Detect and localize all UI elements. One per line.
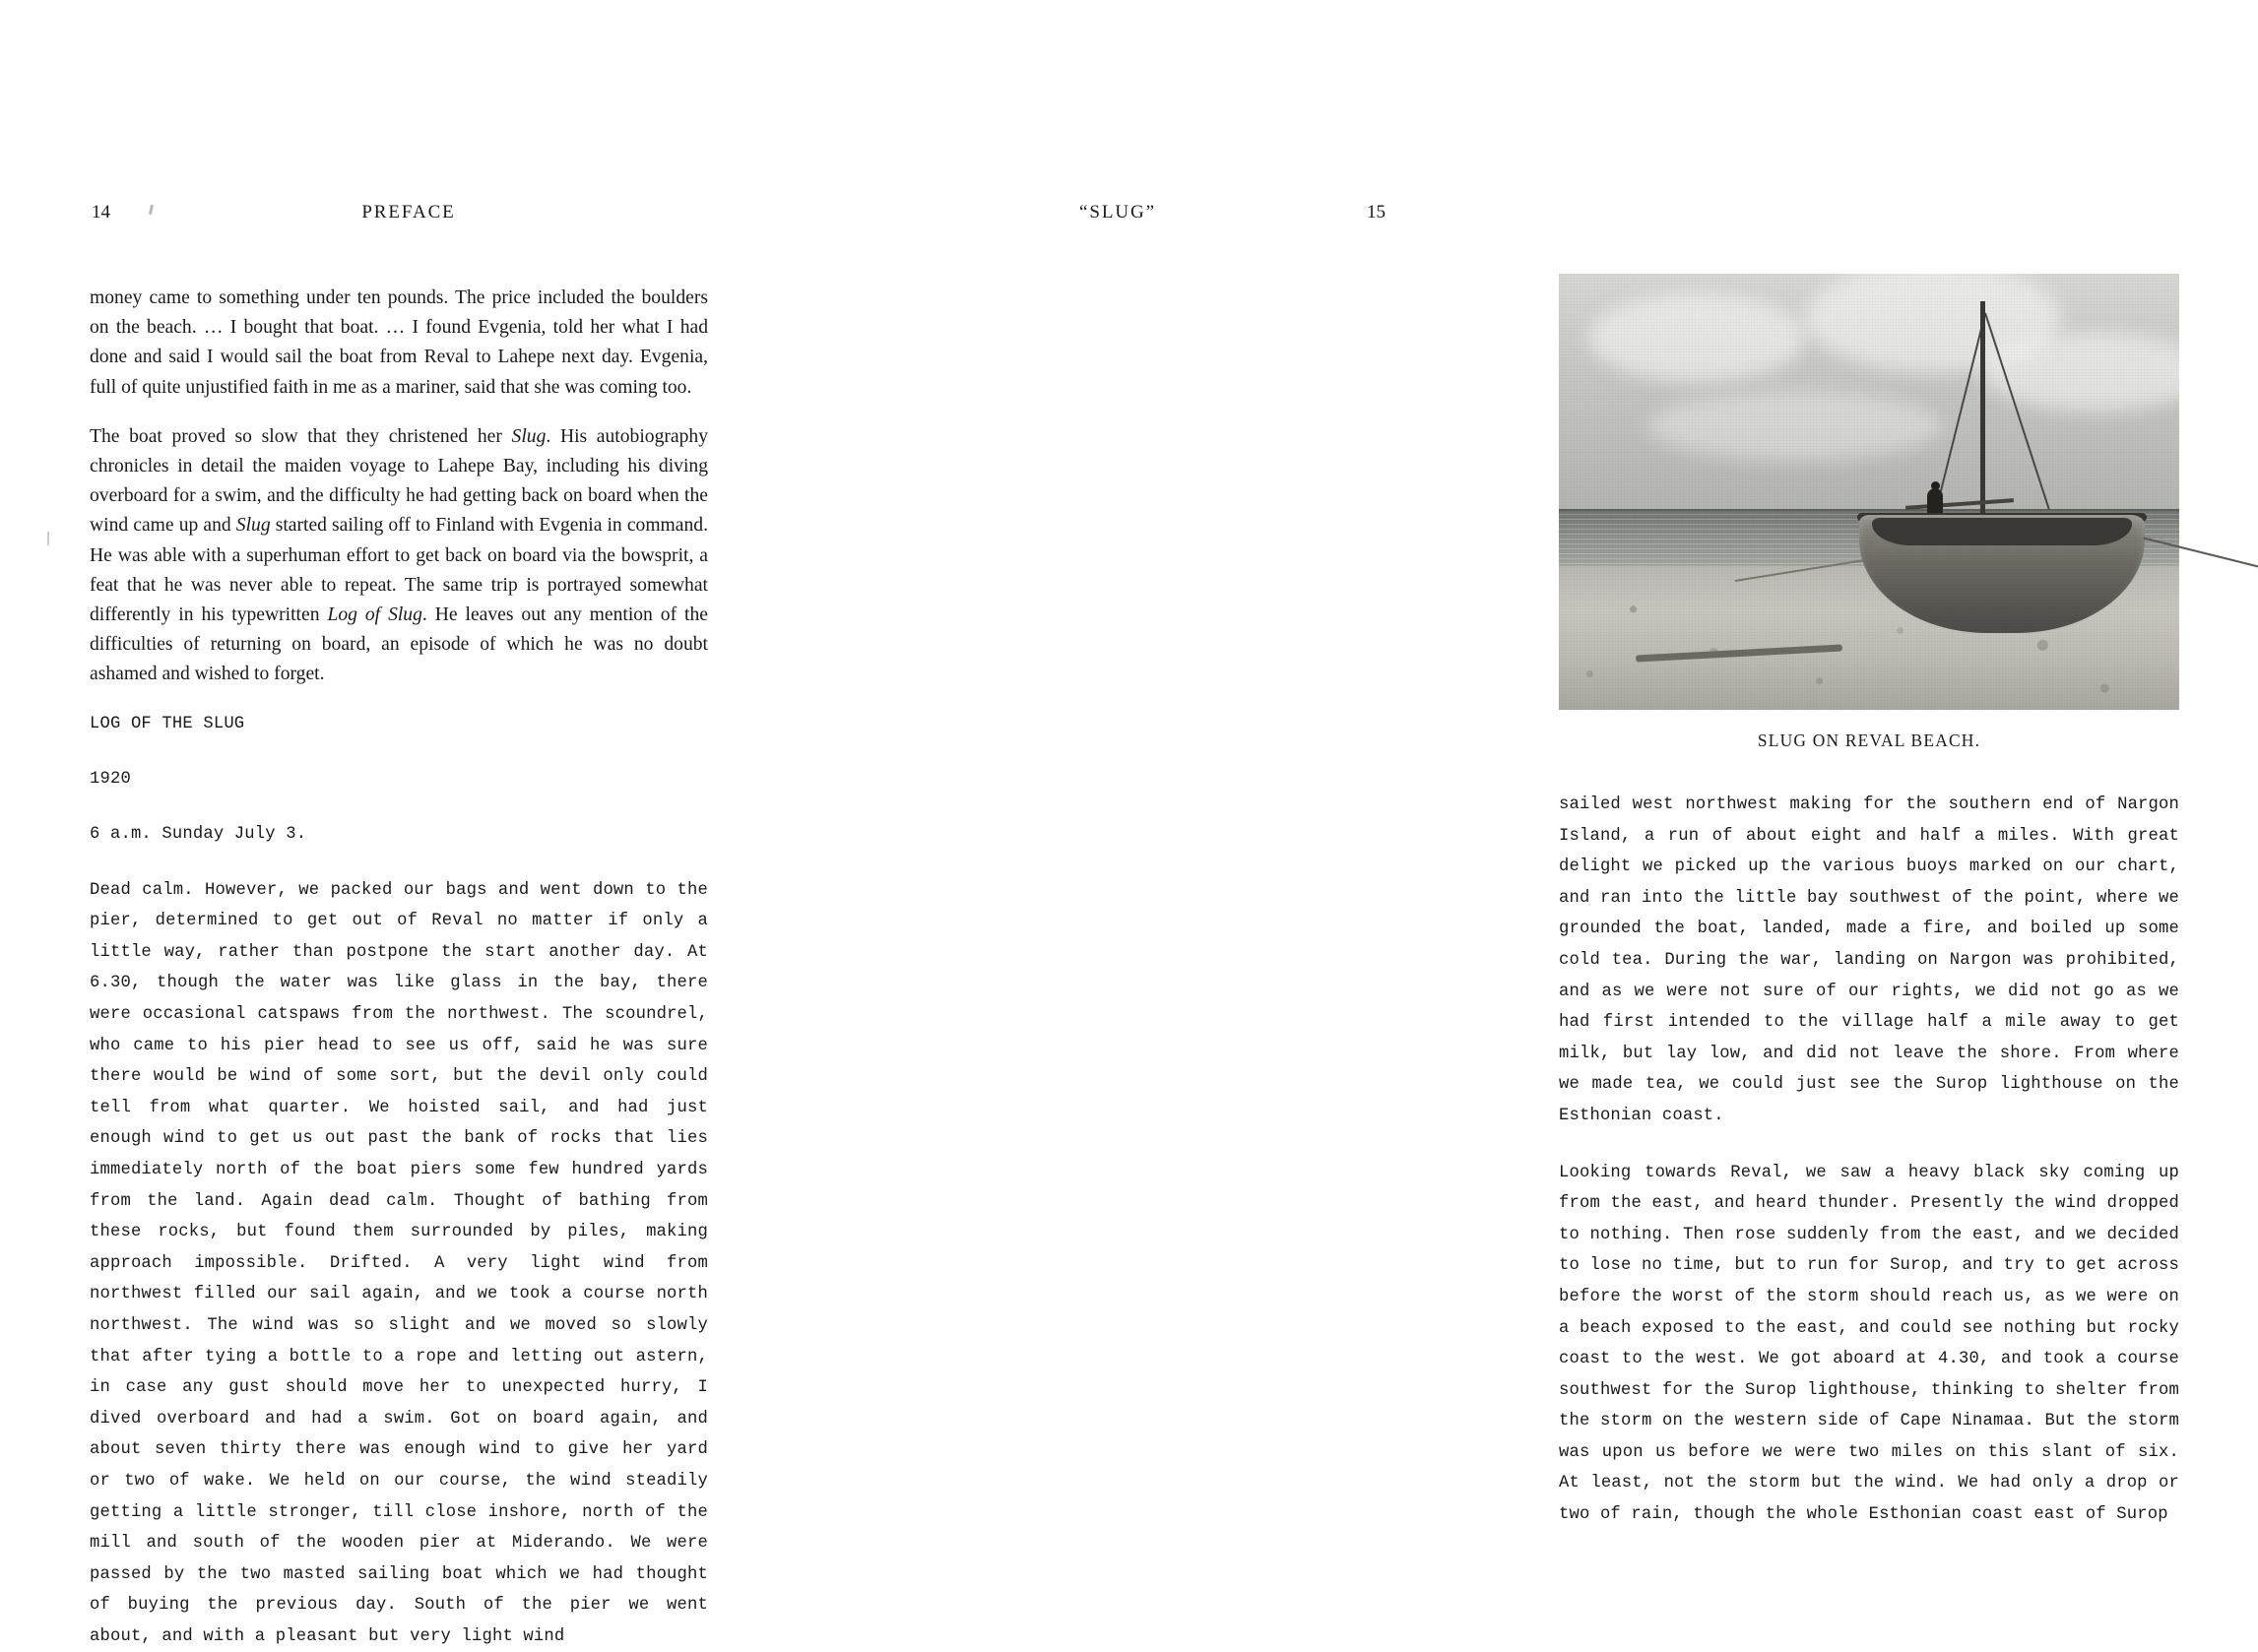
paragraph (90, 422, 708, 690)
text-run: started sailing off to Finland with Evgenia in command. He was able with a superhuman effort to get back on board via the bowsprit, a feat that he was never able to repeat. The same trip is portrayed somewhat differently in his typewritten (90, 515, 708, 626)
page-number-left: 14 (92, 202, 110, 222)
figure-block (1559, 274, 2179, 751)
running-head-title-left: PREFACE (361, 202, 456, 222)
paragraph: sailed west northwest making for the southern end of Nargon Island, a run of about eight and half a miles. With great delight we picked up the various buoys marked on our chart, and ran into the little bay southwest of the point, where we grounded the boat, landed, made a fire, and boiled up some cold tea. During the war, landing on Nargon was prohibited, and as we were not sure of our rights, we did not go as we had first intended to the village half a mile away to get milk, but lay low, and did not leave the shore. From where we made tea, we could just see the Surop lighthouse on the Esthonian coast. (1559, 795, 2179, 1125)
log-continuation (1559, 790, 2179, 1531)
log-year: 1920 (90, 769, 131, 789)
running-head-title-right: “SLUG” (1079, 202, 1156, 222)
left-page (0, 0, 739, 1646)
horizon-line (1559, 509, 2179, 511)
cloud-shape (1982, 333, 2209, 412)
mast (1980, 301, 1985, 528)
italic-title: Log of Slug (327, 604, 422, 626)
text-run: The boat proved so slow that they christened her (90, 425, 512, 447)
log-entry-text: Dead calm. However, we packed our bags and went down to the pier, determined to get out of Reval no matter if only a little way, rather than postpone the start another day. At 6.30, though the water was like glass in the bay, there were occasional catspaws from the northwest. The scoundrel, who came to his pier head to see us off, said he was sure there would be wind of some sort, but the devil only could tell from what quarter. We hoisted sail, and had just enough wind to get us out past the bank of rocks that lies immediately north of the boat piers some few hundred yards from the land. Again dead calm. Thought of bathing from these rocks, but found them surrounded by piles, making approach impossible. Drifted. A very light wind from northwest filled our sail again, and we took a course north northwest. The wind was so slight and we moved so slowly that after tying a bottle to a rope and letting out astern, in case any gust should move her to unexpected hurry, I dived overboard and had a swim. Got on board again, and about seven thirty there was enough wind to give her yard or two of wake. We held on our course, the wind steadily getting a little stronger, till close inshore, north of the mill and south of the wooden pier at Miderando. We were passed by the two masted sailing boat which we had thought of buying the previous day. South of the pier we went about, and with a pleasant but very light wind (90, 880, 708, 1646)
cloud-shape (1647, 392, 1943, 461)
text-run: . He leaves out any mention of the difficulties of returning on board, an episode of which he was no doubt ashamed and wished to forget. (90, 604, 708, 685)
figure-caption: SLUG ON REVAL BEACH. (1757, 731, 1981, 750)
italic-title: Slug (235, 515, 271, 537)
cloud-shape (1588, 293, 1805, 382)
paper-speck (47, 532, 49, 545)
text-run: . His autobiography chronicles in detail the maiden voyage to Lahepe Bay, including his diving overboard for a swim, and the difficulty he had getting back on board when the wind came up and (90, 425, 708, 537)
paragraph: Looking towards Reval, we saw a heavy black sky coming up from the east, and heard thunder. Presently the wind dropped to nothing. Then rose suddenly from the east, and we decided to lose no time, but to run for Surop, and try to get across before the worst of the storm should reach us, as we were on a beach exposed to the east, and could see nothing but rocky coast to the west. We got aboard at 4.30, and took a course southwest for the Surop lighthouse, thinking to shelter from the storm on the western side of Cape Ninamaa. But the storm was upon us before we were two miles on this slant of six. At least, not the storm but the wind. We had only a drop or two of rain, though the whole Esthonian coast east of Surop (1559, 1163, 2179, 1525)
right-page (739, 0, 2179, 1525)
italic-title: Slug (511, 425, 547, 447)
log-date: 6 a.m. Sunday July 3. (90, 824, 307, 844)
right-running-head (739, 202, 1477, 229)
left-text-column (90, 284, 708, 1652)
log-section (90, 710, 708, 1652)
log-heading: LOG OF THE SLUG (90, 714, 245, 733)
left-running-head (0, 202, 739, 229)
page-number-right: 15 (1367, 202, 1386, 222)
photograph-of-sailing-boat-on-beach (1559, 274, 2179, 710)
boat-interior-shadow (1872, 518, 2132, 545)
paragraph: money came to something under ten pounds. The price included the boulders on the beach. … I bought that boat. … I found Evgenia, told her what I had done and said I would sail the boat from Reval to Lahepe next day. Evgenia, full of quite unjustified faith in me as a mariner, said that she was coming too. (90, 287, 708, 398)
right-text-column (1559, 790, 2179, 1531)
